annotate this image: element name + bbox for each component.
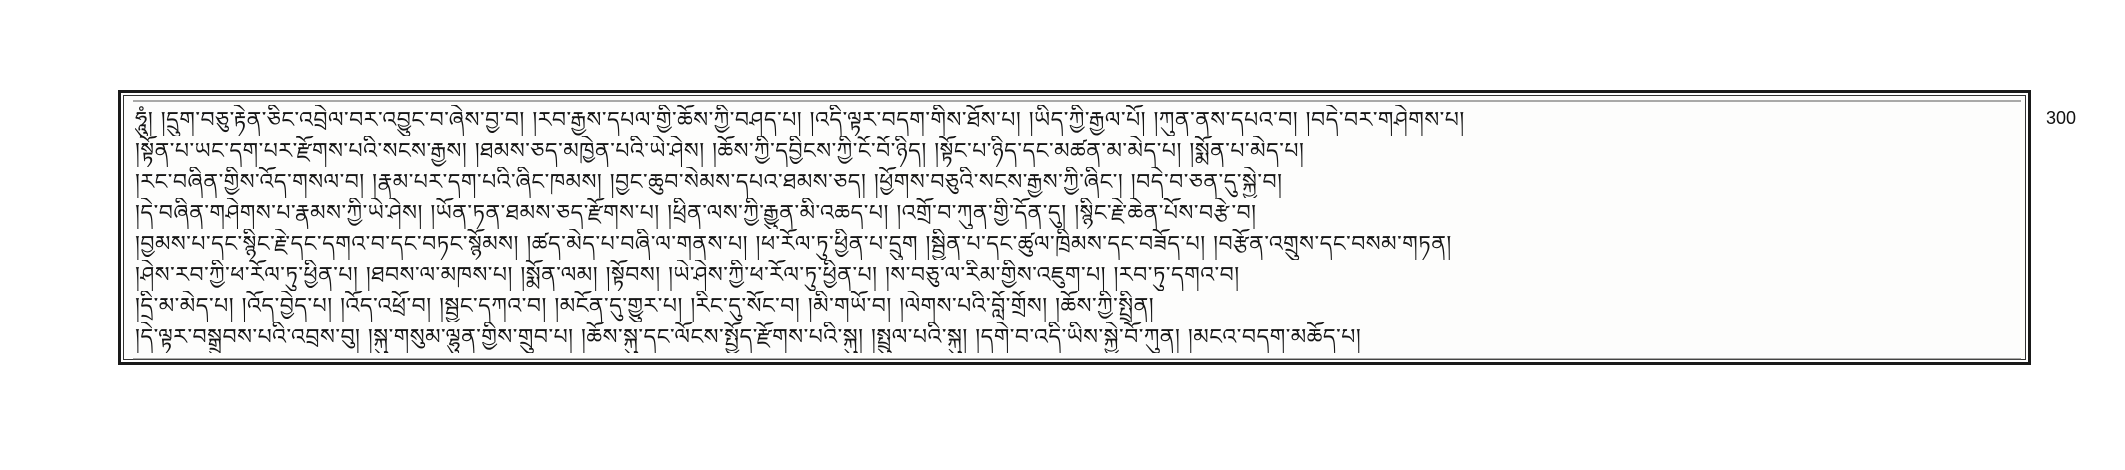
manuscript-line-7: །དྲི་མ་མེད་པ། །འོད་བྱེད་པ། །འོད་འཕྲོ་བ། །སྦྱང་དཀའ་བ། །མངོན་དུ་གྱུར་པ། །རིང་དུ་སོང་བ། །མི་གཡོ་བ། །ལེགས་པའི་བློ་གྲོས། །ཆོས་ཀྱི་སྤྲིན། <box>135 294 1155 319</box>
manuscript-line-2: །སྟོན་པ་ཡང་དག་པར་རྫོགས་པའི་སངས་རྒྱས། །ཐམས་ཅད་མཁྱེན་པའི་ཡེ་ཤེས། །ཆོས་ཀྱི་དབྱིངས་ཀྱི་ངོ་བོ་ཉིད། །སྟོང་པ་ཉིད་དང་མཚན་མ་མེད་པ། །སྨོན་པ་མེད་པ། <box>135 139 1305 164</box>
manuscript-line-1: ཧཱུཾ། །དྲུག་བཅུ་རྟེན་ཅིང་འབྲེལ་བར་འབྱུང་བ་ཞེས་བྱ་བ། །རབ་རྒྱས་དཔལ་གྱི་ཆོས་ཀྱི་བཤད་པ། །འདི་ལྟར་བདག་གིས་ཐོས་པ། །ཡིད་ཀྱི་རྒྱལ་པོ། །ཀུན་ནས་དཔའ་བ། །བདེ་བར་གཤེགས་པ། <box>135 108 1465 133</box>
manuscript-folio <box>118 90 2031 365</box>
folio-number: 300 <box>2046 108 2077 128</box>
manuscript-line-6: །ཤེས་རབ་ཀྱི་ཕ་རོལ་ཏུ་ཕྱིན་པ། །ཐབས་ལ་མཁས་པ། །སྨོན་ལམ། །སྟོབས། །ཡེ་ཤེས་ཀྱི་ཕ་རོལ་ཏུ་ཕྱིན་པ། །ས་བཅུ་ལ་རིམ་གྱིས་འཇུག་པ། །རབ་ཏུ་དགའ་བ། <box>135 263 1240 288</box>
manuscript-line-4: །དེ་བཞིན་གཤེགས་པ་རྣམས་ཀྱི་ཡེ་ཤེས། །ཡོན་ཏན་ཐམས་ཅད་རྫོགས་པ། །ཕྲིན་ལས་ཀྱི་རྒྱུན་མི་འཆད་པ། །འགྲོ་བ་ཀུན་གྱི་དོན་དུ། །སྙིང་རྗེ་ཆེན་པོས་བརྩེ་བ། <box>135 201 1257 226</box>
manuscript-text-block <box>135 105 2015 353</box>
manuscript-line-5: །བྱམས་པ་དང་སྙིང་རྗེ་དང་དགའ་བ་དང་བཏང་སྙོམས། །ཚད་མེད་པ་བཞི་ལ་གནས་པ། །ཕ་རོལ་ཏུ་ཕྱིན་པ་དྲུག །སྦྱིན་པ་དང་ཚུལ་ཁྲིམས་དང་བཟོད་པ། །བརྩོན་འགྲུས་དང་བསམ་གཏན། <box>135 232 1452 257</box>
manuscript-line-8: །དེ་ལྟར་བསྒྲུབས་པའི་འབྲས་བུ། །སྐུ་གསུམ་ལྷུན་གྱིས་གྲུབ་པ། །ཆོས་སྐུ་དང་ལོངས་སྤྱོད་རྫོགས་པའི་སྐུ། །སྤྲུལ་པའི་སྐུ། །དགེ་བ་འདི་ཡིས་སྐྱེ་བོ་ཀུན། །མངའ་བདག་མཆོད་པ། <box>135 325 1362 350</box>
manuscript-line-3: །རང་བཞིན་གྱིས་འོད་གསལ་བ། །རྣམ་པར་དག་པའི་ཞིང་ཁམས། །བྱང་ཆུབ་སེམས་དཔའ་ཐམས་ཅད། །ཕྱོགས་བཅུའི་སངས་རྒྱས་ཀྱི་ཞིང་། །བདེ་བ་ཅན་དུ་སྐྱེ་བ། <box>135 170 1283 195</box>
